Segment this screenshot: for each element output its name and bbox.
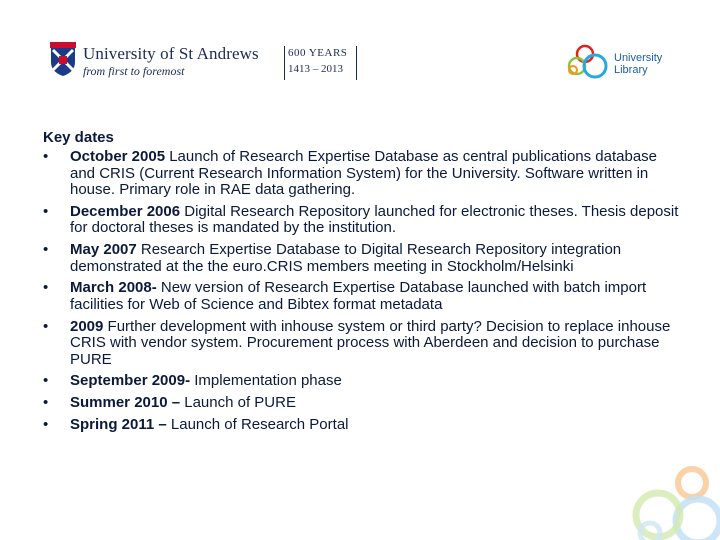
item-text: Further development with inhouse system or third party? Decision to replace inhouse CRIS with vendor system. Procurement process with Aberdeen and decision to purchase PURE — [70, 317, 671, 368]
bullet: • — [43, 372, 49, 390]
item-date: May 2007 — [70, 241, 137, 259]
list-item — [43, 204, 683, 237]
item-text: Launch of Research Expertise Database as central publications database and CRIS (Current Research Information System) for the University. Software written in house. Primary role in RAE data gathering. — [70, 148, 658, 198]
list-item — [43, 242, 683, 275]
bullet: • — [43, 148, 49, 165]
item-text: Launch of PURE — [180, 394, 296, 412]
list-item — [43, 319, 683, 369]
library-logo — [565, 44, 685, 84]
university-logo — [50, 42, 370, 84]
key-dates-heading: Key dates — [43, 129, 114, 146]
anniversary-range: 1413 – 2013 — [288, 63, 343, 75]
divider — [356, 46, 357, 80]
key-dates-list — [43, 149, 683, 434]
item-text: Research Expertise Database to Digital Research Repository integration demonstrated at the the euro.CRIS members meeting in Stockholm/Helsinki — [70, 241, 622, 275]
library-line-2: Library — [614, 64, 648, 76]
item-date: Summer 2010 – — [70, 394, 181, 412]
item-date: December 2006 — [70, 202, 181, 220]
bullet: • — [43, 279, 49, 297]
item-date: March 2008- — [70, 279, 157, 297]
bullet: • — [43, 416, 49, 434]
item-text: Implementation phase — [190, 372, 342, 390]
library-rings-icon — [565, 44, 613, 82]
item-date: Spring 2011 – — [70, 416, 167, 434]
list-item — [43, 149, 683, 199]
item-text: New version of Research Expertise Database launched with batch import facilities for Web of Science and Bibtex format metadata — [70, 279, 647, 313]
item-text: Digital Research Repository launched for electronic theses. Thesis deposit for doctoral theses is mandated by the institution. — [70, 202, 679, 237]
item-date: 2009 — [70, 317, 104, 335]
item-text: Launch of Research Portal — [166, 416, 349, 434]
key-dates-section — [43, 129, 683, 439]
university-tagline: from first to foremost — [83, 64, 185, 78]
bullet: • — [43, 202, 49, 220]
university-name: University of St Andrews — [83, 44, 259, 63]
list-item — [43, 417, 683, 434]
bullet: • — [43, 394, 49, 412]
library-name — [614, 52, 662, 76]
bullet: • — [43, 317, 49, 335]
bullet: • — [43, 241, 49, 259]
divider — [284, 46, 285, 80]
crest-icon — [50, 42, 76, 76]
list-item — [43, 395, 683, 412]
anniversary-title: 600 YEARS — [288, 47, 348, 59]
decorative-rings-icon — [630, 455, 720, 540]
item-date: September 2009- — [70, 372, 191, 390]
list-item — [43, 373, 683, 390]
item-date: October 2005 — [70, 148, 166, 165]
library-line-1: University — [614, 52, 663, 64]
list-item — [43, 280, 683, 313]
